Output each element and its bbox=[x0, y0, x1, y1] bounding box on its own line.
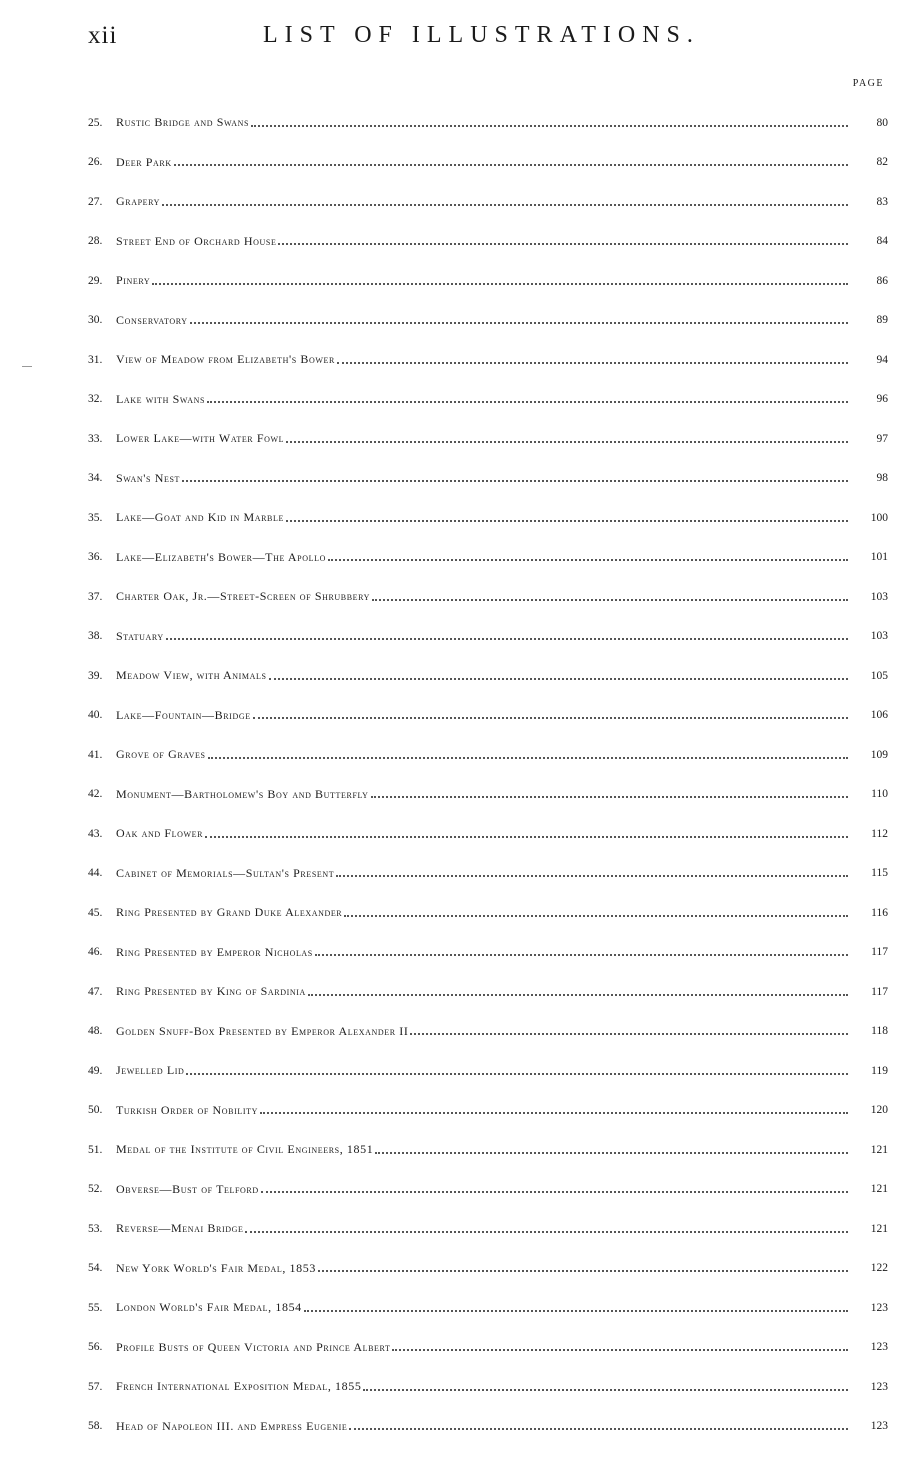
entry-number: 38. bbox=[88, 630, 103, 643]
entry-page-number: 97 bbox=[876, 432, 888, 445]
list-item bbox=[88, 814, 888, 854]
list-item bbox=[88, 1288, 888, 1328]
entry-title: Monument—Bartholomew's Boy and Butterfly bbox=[116, 786, 369, 801]
entry-number: 57. bbox=[88, 1380, 103, 1393]
entry-page-number: 118 bbox=[871, 1025, 888, 1038]
dot-leader bbox=[261, 1191, 848, 1193]
entry-number: 55. bbox=[88, 1301, 103, 1314]
entry-title: Oak and Flower bbox=[116, 826, 204, 841]
dot-leader bbox=[253, 717, 848, 719]
dot-leader bbox=[363, 1389, 848, 1391]
entry-number: 41. bbox=[88, 748, 103, 761]
entry-title: Medal of the Institute of Civil Engineers, 1851 bbox=[116, 1142, 374, 1157]
dot-leader bbox=[174, 164, 848, 166]
entry-page-number: 100 bbox=[870, 511, 888, 524]
entry-number: 30. bbox=[88, 314, 103, 327]
list-item bbox=[88, 419, 888, 459]
entry-page-number: 103 bbox=[870, 590, 888, 603]
entry-title: Ring Presented by Grand Duke Alexander bbox=[116, 905, 343, 920]
dot-leader bbox=[349, 1428, 848, 1430]
dot-leader bbox=[337, 362, 848, 364]
entry-title: Deer Park bbox=[116, 154, 172, 169]
dot-leader bbox=[182, 480, 848, 482]
entry-page-number: 119 bbox=[871, 1064, 888, 1077]
list-item bbox=[88, 340, 888, 380]
dot-leader bbox=[371, 796, 848, 798]
dot-leader bbox=[208, 757, 848, 759]
page-header bbox=[88, 22, 888, 56]
dot-leader bbox=[336, 875, 848, 877]
entry-page-number: 103 bbox=[870, 630, 888, 643]
entry-number: 56. bbox=[88, 1341, 103, 1354]
dot-leader bbox=[308, 994, 848, 996]
entry-title: Grapery bbox=[116, 194, 160, 209]
entry-title: Golden Snuff-Box Presented by Emperor Alexander II bbox=[116, 1023, 409, 1038]
entry-number: 50. bbox=[88, 1104, 103, 1117]
dot-leader bbox=[162, 204, 848, 206]
list-item bbox=[88, 854, 888, 894]
dot-leader bbox=[207, 401, 848, 403]
dot-leader bbox=[152, 283, 848, 285]
list-item bbox=[88, 1328, 888, 1368]
list-item bbox=[88, 538, 888, 578]
entry-title: Cabinet of Memorials—Sultan's Present bbox=[116, 865, 335, 880]
entry-title: Meadow View, with Animals bbox=[116, 668, 267, 683]
entry-title: Jewelled Lid bbox=[116, 1063, 185, 1078]
dot-leader bbox=[269, 678, 848, 680]
entry-page-number: 98 bbox=[876, 472, 888, 485]
entry-page-number: 96 bbox=[876, 393, 888, 406]
list-item bbox=[88, 1012, 888, 1052]
entry-title: Lower Lake—with Water Fowl bbox=[116, 431, 285, 446]
entry-page-number: 115 bbox=[871, 867, 888, 880]
entry-title: New York World's Fair Medal, 1853 bbox=[116, 1260, 316, 1275]
entry-number: 49. bbox=[88, 1064, 103, 1077]
entry-page-number: 123 bbox=[870, 1341, 888, 1354]
entry-page-number: 121 bbox=[870, 1183, 888, 1196]
dot-leader bbox=[286, 441, 848, 443]
list-item bbox=[88, 735, 888, 775]
entry-number: 37. bbox=[88, 590, 103, 603]
entry-number: 26. bbox=[88, 156, 103, 169]
entry-title: Grove of Graves bbox=[116, 747, 206, 762]
entry-page-number: 110 bbox=[871, 788, 888, 801]
dot-leader bbox=[286, 520, 848, 522]
list-item bbox=[88, 972, 888, 1012]
dot-leader bbox=[260, 1112, 848, 1114]
entry-number: 29. bbox=[88, 274, 103, 287]
entry-page-number: 83 bbox=[876, 195, 888, 208]
entry-number: 27. bbox=[88, 195, 103, 208]
dot-leader bbox=[190, 322, 848, 324]
entry-title: Lake—Fountain—Bridge bbox=[116, 707, 251, 722]
list-item bbox=[88, 380, 888, 420]
entry-number: 32. bbox=[88, 393, 103, 406]
entry-title: Rustic Bridge and Swans bbox=[116, 115, 250, 130]
list-item bbox=[88, 182, 888, 222]
entry-page-number: 94 bbox=[876, 353, 888, 366]
page-column-label: PAGE bbox=[852, 78, 884, 89]
entry-number: 25. bbox=[88, 116, 103, 129]
entry-title: Lake with Swans bbox=[116, 391, 205, 406]
entry-title: Lake—Elizabeth's Bower—The Apollo bbox=[116, 549, 326, 564]
entry-title: Turkish Order of Nobility bbox=[116, 1102, 258, 1117]
dot-leader bbox=[186, 1073, 848, 1075]
entry-title: London World's Fair Medal, 1854 bbox=[116, 1300, 302, 1315]
entry-number: 40. bbox=[88, 709, 103, 722]
list-item bbox=[88, 222, 888, 262]
dot-leader bbox=[304, 1310, 848, 1312]
entry-page-number: 106 bbox=[870, 709, 888, 722]
entry-title: Lake—Goat and Kid in Marble bbox=[116, 510, 284, 525]
list-item bbox=[88, 656, 888, 696]
running-title: LIST OF ILLUSTRATIONS. bbox=[263, 22, 700, 48]
list-item bbox=[88, 775, 888, 815]
list-item bbox=[88, 1249, 888, 1289]
entry-title: Ring Presented by Emperor Nicholas bbox=[116, 944, 313, 959]
dot-leader bbox=[245, 1231, 848, 1233]
entry-page-number: 123 bbox=[870, 1420, 888, 1433]
dot-leader bbox=[392, 1349, 848, 1351]
entry-title: Head of Napoleon III. and Empress Eugenie bbox=[116, 1418, 348, 1433]
entry-number: 51. bbox=[88, 1143, 103, 1156]
list-item bbox=[88, 893, 888, 933]
entry-page-number: 82 bbox=[876, 156, 888, 169]
entry-page-number: 121 bbox=[870, 1143, 888, 1156]
entry-page-number: 101 bbox=[870, 551, 888, 564]
entry-number: 33. bbox=[88, 432, 103, 445]
dot-leader bbox=[410, 1033, 848, 1035]
list-item bbox=[88, 103, 888, 143]
entry-number: 52. bbox=[88, 1183, 103, 1196]
entry-title: Obverse—Bust of Telford bbox=[116, 1181, 259, 1196]
entry-page-number: 117 bbox=[871, 985, 888, 998]
dot-leader bbox=[251, 125, 848, 127]
entry-title: Reverse—Menai Bridge bbox=[116, 1221, 244, 1236]
list-item bbox=[88, 1130, 888, 1170]
entry-title: Charter Oak, Jr.—Street-Screen of Shrubbery bbox=[116, 589, 371, 604]
entry-page-number: 123 bbox=[870, 1380, 888, 1393]
list-item bbox=[88, 1051, 888, 1091]
dot-leader bbox=[315, 954, 848, 956]
entry-page-number: 123 bbox=[870, 1301, 888, 1314]
entry-number: 35. bbox=[88, 511, 103, 524]
list-item bbox=[88, 1091, 888, 1131]
entry-title: Street End of Orchard House bbox=[116, 233, 277, 248]
entry-page-number: 105 bbox=[870, 669, 888, 682]
entry-number: 34. bbox=[88, 472, 103, 485]
dot-leader bbox=[318, 1270, 848, 1272]
dot-leader bbox=[166, 638, 848, 640]
entry-page-number: 84 bbox=[876, 235, 888, 248]
list-item bbox=[88, 143, 888, 183]
list-item bbox=[88, 261, 888, 301]
entry-number: 45. bbox=[88, 906, 103, 919]
list-item bbox=[88, 301, 888, 341]
entry-number: 53. bbox=[88, 1222, 103, 1235]
entry-number: 46. bbox=[88, 946, 103, 959]
entry-number: 43. bbox=[88, 827, 103, 840]
dot-leader bbox=[205, 836, 848, 838]
entry-number: 28. bbox=[88, 235, 103, 248]
entry-number: 47. bbox=[88, 985, 103, 998]
dot-leader bbox=[372, 599, 848, 601]
list-item bbox=[88, 1170, 888, 1210]
entry-page-number: 112 bbox=[871, 827, 888, 840]
list-item bbox=[88, 577, 888, 617]
dot-leader bbox=[328, 559, 848, 561]
list-item bbox=[88, 933, 888, 973]
illustrations-list bbox=[88, 103, 888, 1446]
entry-title: Conservatory bbox=[116, 312, 188, 327]
entry-title: Profile Busts of Queen Victoria and Prince Albert bbox=[116, 1339, 391, 1354]
list-item bbox=[88, 1209, 888, 1249]
entry-number: 44. bbox=[88, 867, 103, 880]
list-item bbox=[88, 459, 888, 499]
entry-title: Swan's Nest bbox=[116, 470, 180, 485]
entry-title: Pinery bbox=[116, 273, 151, 288]
list-item bbox=[88, 617, 888, 657]
entry-page-number: 121 bbox=[870, 1222, 888, 1235]
entry-number: 58. bbox=[88, 1420, 103, 1433]
entry-number: 39. bbox=[88, 669, 103, 682]
entry-page-number: 122 bbox=[870, 1262, 888, 1275]
entry-title: Ring Presented by King of Sardinia bbox=[116, 984, 306, 999]
entry-page-number: 120 bbox=[870, 1104, 888, 1117]
entry-title: View of Meadow from Elizabeth's Bower bbox=[116, 352, 335, 367]
entry-title: French International Exposition Medal, 1855 bbox=[116, 1379, 362, 1394]
entry-page-number: 80 bbox=[876, 116, 888, 129]
scan-speck bbox=[22, 366, 32, 367]
entry-page-number: 86 bbox=[876, 274, 888, 287]
entry-title: Statuary bbox=[116, 628, 164, 643]
dot-leader bbox=[375, 1152, 848, 1154]
entry-page-number: 117 bbox=[871, 946, 888, 959]
dot-leader bbox=[278, 243, 848, 245]
entry-number: 54. bbox=[88, 1262, 103, 1275]
entry-page-number: 89 bbox=[876, 314, 888, 327]
entry-page-number: 116 bbox=[871, 906, 888, 919]
dot-leader bbox=[344, 915, 848, 917]
entry-page-number: 109 bbox=[870, 748, 888, 761]
list-item bbox=[88, 498, 888, 538]
list-item bbox=[88, 1407, 888, 1447]
entry-number: 48. bbox=[88, 1025, 103, 1038]
list-item bbox=[88, 1367, 888, 1407]
page-number: xii bbox=[88, 22, 118, 49]
entry-number: 36. bbox=[88, 551, 103, 564]
list-item bbox=[88, 696, 888, 736]
entry-number: 42. bbox=[88, 788, 103, 801]
entry-number: 31. bbox=[88, 353, 103, 366]
